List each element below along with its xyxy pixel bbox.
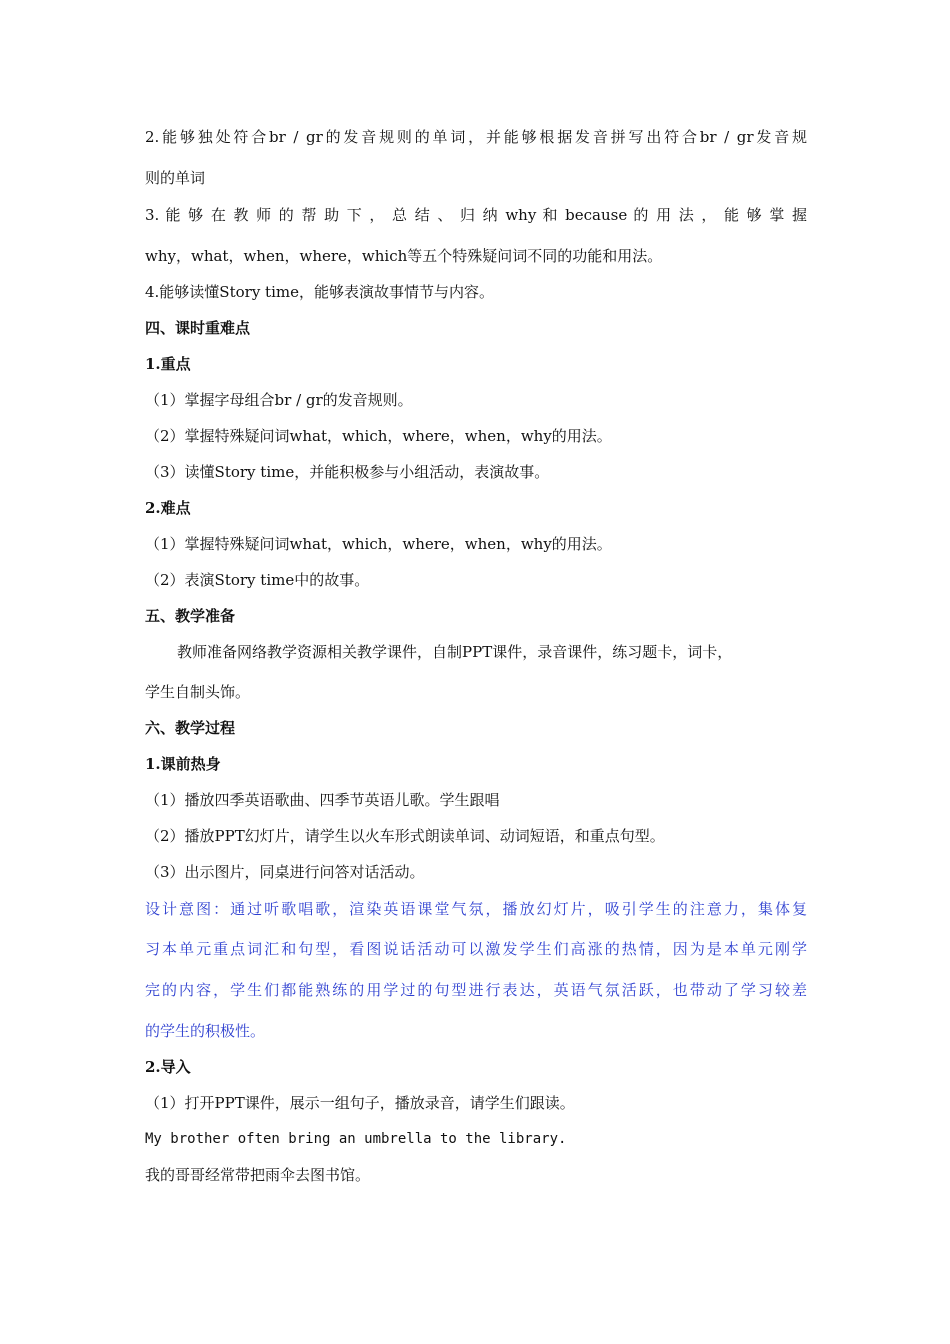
warmup-item: （2）播放PPT幻灯片，请学生以火车形式朗读单词、动词短语，和重点句型。 bbox=[145, 827, 665, 845]
objective-2-line-2: 则的单词 bbox=[145, 169, 206, 187]
objective-4: 4.能够读懂Story time，能够表演故事情节与内容。 bbox=[145, 283, 494, 301]
intro-english-sentence: My brother often bring an umbrella to the library. bbox=[145, 1131, 567, 1147]
design-intent-line: 设计意图：通过听歌唱歌，渲染英语课堂气氛，播放幻灯片，吸引学生的注意力，集体复 bbox=[145, 900, 807, 918]
design-intent-line: 完的内容，学生们都能熟练的用学过的句型进行表达，英语气氛活跃，也带动了学习较差 bbox=[145, 981, 807, 999]
difficult-item: （1）掌握特殊疑问词what，which，where，when，why的用法。 bbox=[145, 535, 612, 553]
section-heading-key-points: 四、课时重难点 bbox=[145, 319, 251, 337]
design-intent-line: 的学生的积极性。 bbox=[145, 1022, 266, 1040]
section-heading-preparation: 五、教学准备 bbox=[145, 607, 236, 625]
objective-3-line-2: why，what，when，where，which等五个特殊疑问词不同的功能和用法。 bbox=[145, 247, 663, 265]
warmup-item: （3）出示图片，同桌进行问答对话活动。 bbox=[145, 863, 425, 881]
key-item: （1）掌握字母组合br / gr的发音规则。 bbox=[145, 391, 413, 409]
section-heading-process: 六、教学过程 bbox=[145, 719, 236, 737]
intro-item: （1）打开PPT课件，展示一组句子，播放录音，请学生们跟读。 bbox=[145, 1094, 575, 1112]
subheading-key: 1.重点 bbox=[145, 355, 191, 373]
objective-3-line-1: 3. 能 够 在 教 师 的 帮 助 下 ， 总 结 、 归 纳 why 和 because 的 用 法 ， 能 够 掌 握 bbox=[145, 206, 807, 224]
intro-chinese-sentence: 我的哥哥经常带把雨伞去图书馆。 bbox=[145, 1166, 371, 1184]
warmup-item: （1）播放四季英语歌曲、四季节英语儿歌。学生跟唱 bbox=[145, 791, 500, 809]
key-item: （3）读懂Story time，并能积极参与小组活动，表演故事。 bbox=[145, 463, 550, 481]
subheading-introduction: 2.导入 bbox=[145, 1058, 191, 1076]
subheading-difficult: 2.难点 bbox=[145, 499, 191, 517]
objective-2-line-1: 2.能够独处符合br / gr的发音规则的单词，并能够根据发音拼写出符合br / gr发音规 bbox=[145, 128, 807, 146]
difficult-item: （2）表演Story time中的故事。 bbox=[145, 571, 370, 589]
key-item: （2）掌握特殊疑问词what，which，where，when，why的用法。 bbox=[145, 427, 612, 445]
preparation-line-1: 教师准备网络教学资源相关教学课件，自制PPT课件，录音课件，练习题卡，词卡， bbox=[177, 643, 733, 661]
design-intent-line: 习本单元重点词汇和句型，看图说话活动可以激发学生们高涨的热情，因为是本单元刚学 bbox=[145, 940, 807, 958]
subheading-warmup: 1.课前热身 bbox=[145, 755, 221, 773]
preparation-line-2: 学生自制头饰。 bbox=[145, 683, 251, 701]
